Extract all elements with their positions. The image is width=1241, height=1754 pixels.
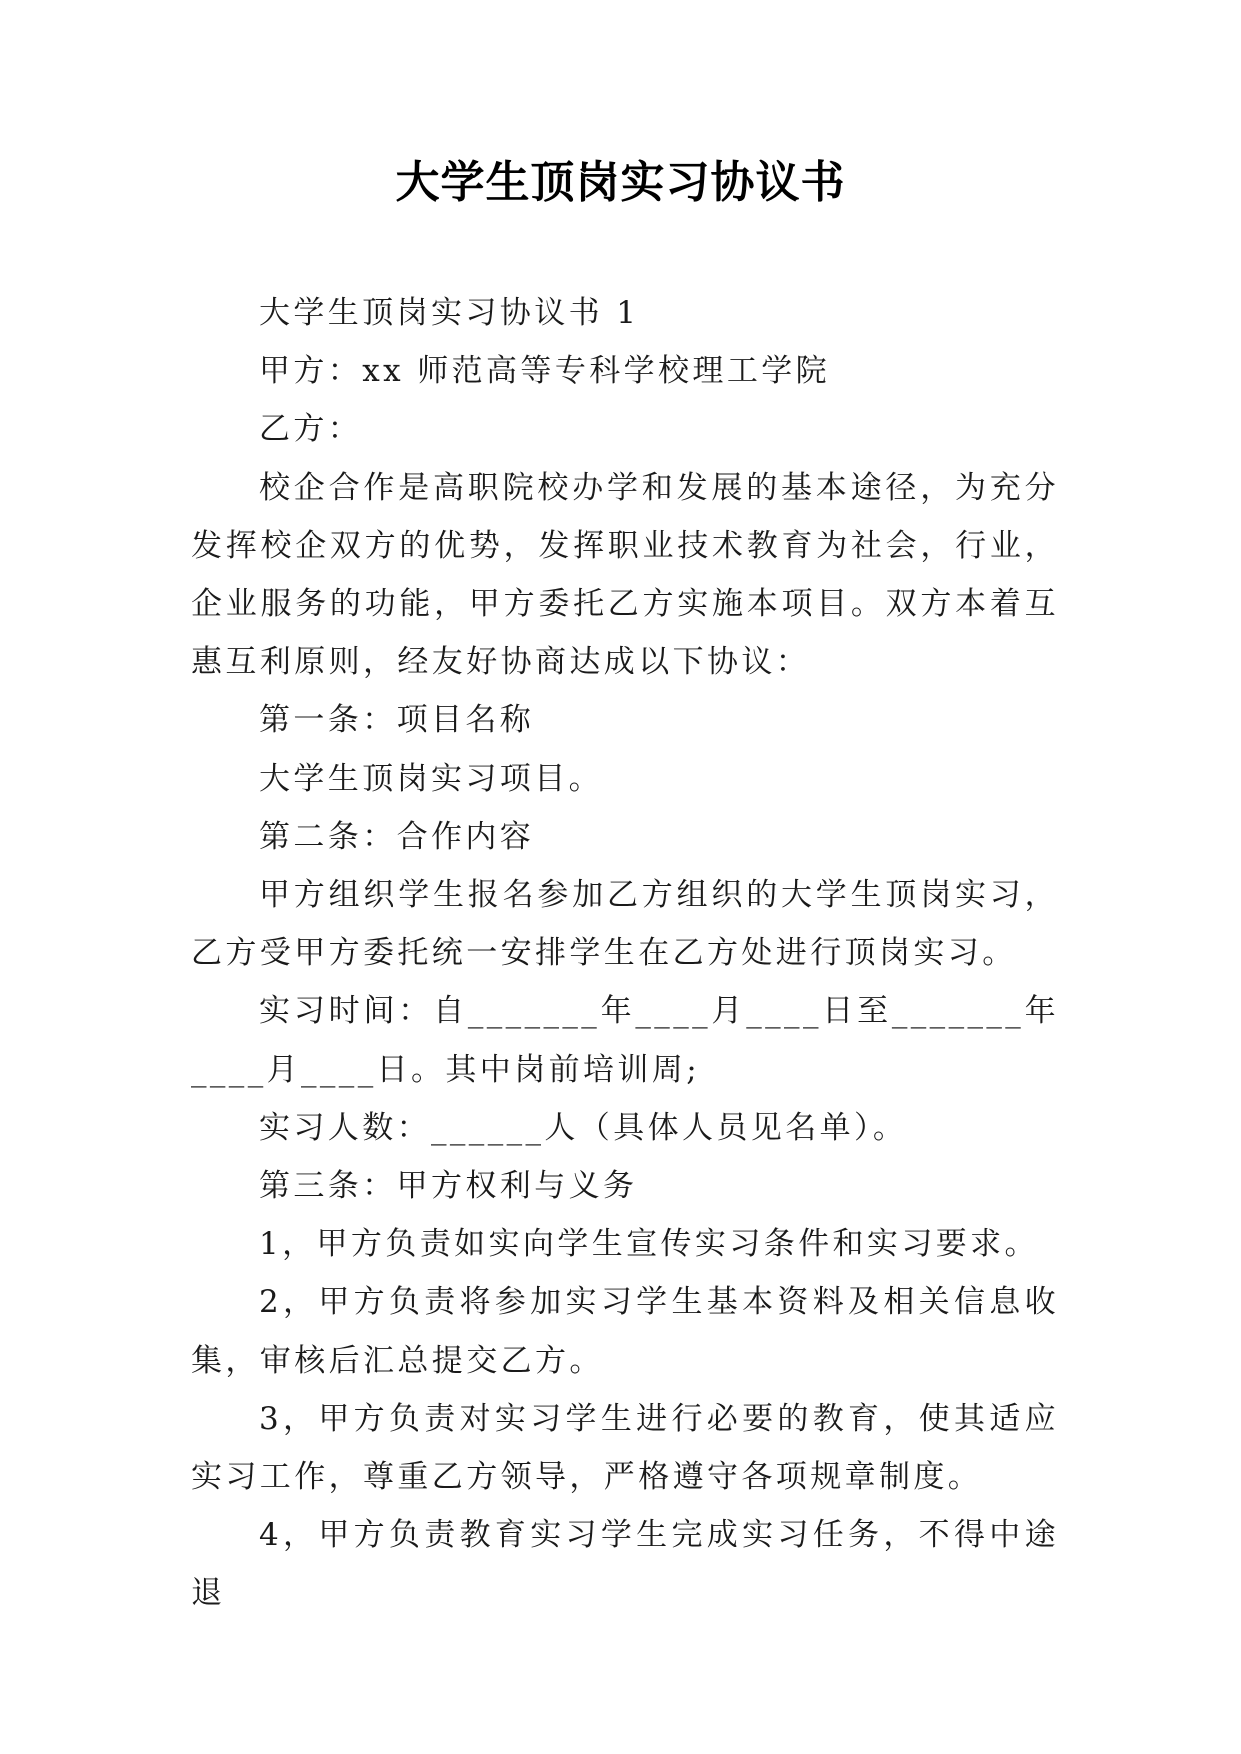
article-2-content: 甲方组织学生报名参加乙方组织的大学生顶岗实习，乙方受甲方委托统一安排学生在乙方处进行顶岗实习。 [191,877,1059,972]
document-title: 大学生顶岗实习协议书 [395,157,846,208]
article-3-item-3: 3，甲方负责对实习学生进行必要的教育，使其适应实习工作，尊重乙方领导，严格遵守各项规章制度。 [191,1400,1059,1496]
article-3-heading: 第三条：甲方权利与义务 [259,1168,638,1205]
paragraph-preamble: 校企合作是高职院校办学和发展的基本途径，为充分发挥校企双方的优势，发挥职业技术教育为社会，行业，企业服务的功能，甲方委托乙方实施本项目。双方本着互惠互利原则，经友好协商达成以下协议： [191,469,1059,681]
article-2-heading: 第二条：合作内容 [259,818,535,855]
article-3-item-4: 4，甲方负责教育实习学生完成实习任务，不得中途退 [191,1517,1059,1612]
article-1-heading: 第一条：项目名称 [259,702,535,739]
document-body [191,284,1059,1623]
internship-headcount: 实习人数：______人（具体人员见名单）。 [259,1109,908,1146]
internship-period: 实习时间：自_______年____月____日至_______年____月____日。其中岗前培训周; [191,993,1059,1088]
article-3-item-2: 2，甲方负责将参加实习学生基本资料及相关信息收集，审核后汇总提交乙方。 [191,1284,1059,1379]
paragraph-subtitle: 大学生顶岗实习协议书 1 [259,295,640,331]
paragraph-party-a: 甲方：xx 师范高等专科学校理工学院 [259,353,831,390]
article-1-content: 大学生顶岗实习项目。 [259,760,603,797]
article-3-item-1: 1，甲方负责如实向学生宣传实习条件和实习要求。 [259,1226,1039,1263]
paragraph-party-b: 乙方： [259,411,363,448]
